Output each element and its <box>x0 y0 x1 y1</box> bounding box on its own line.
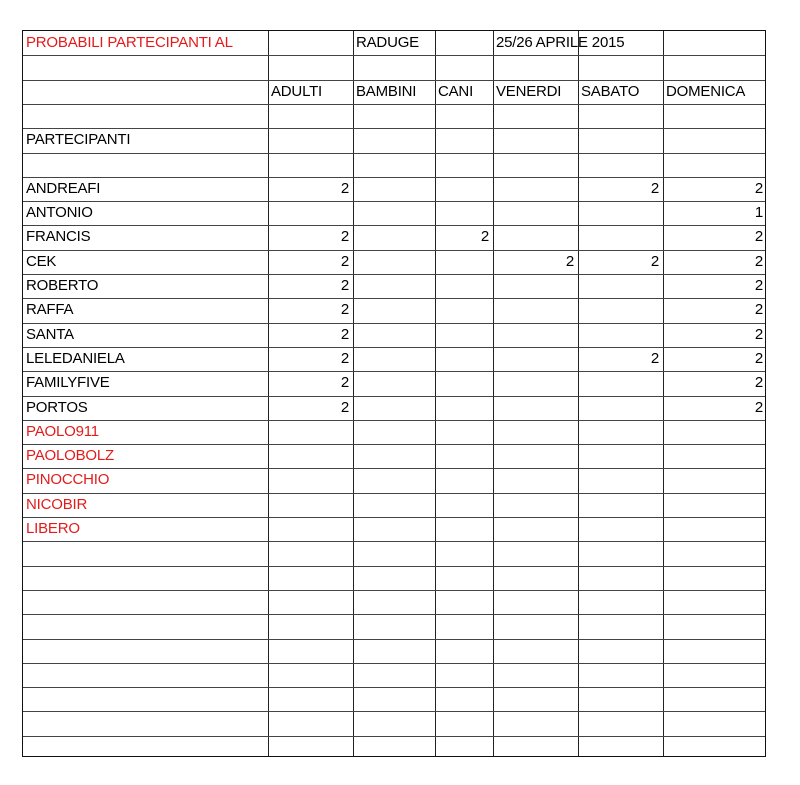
column-divider <box>435 31 436 756</box>
row-divider <box>23 323 765 324</box>
column-header: DOMENICA <box>666 82 746 100</box>
row-divider <box>23 566 765 567</box>
column-header: SABATO <box>581 82 640 100</box>
participant-name: LELEDANIELA <box>26 349 125 367</box>
participant-count: 2 <box>754 179 763 197</box>
pending-participant-name: PAOLOBOLZ <box>26 447 114 465</box>
participant-name: ANDREAFI <box>26 179 101 197</box>
column-header: CANI <box>438 82 474 100</box>
row-divider <box>23 517 765 518</box>
participant-count: 2 <box>340 349 349 367</box>
participant-name: RAFFA <box>26 301 74 319</box>
column-header: VENERDI <box>496 82 562 100</box>
participant-count: 2 <box>340 325 349 343</box>
column-header: ADULTI <box>271 82 323 100</box>
participant-count: 2 <box>650 252 659 270</box>
row-divider <box>23 298 765 299</box>
row-divider <box>23 55 765 56</box>
participant-count: 2 <box>754 252 763 270</box>
participant-count: 2 <box>340 179 349 197</box>
participant-count: 2 <box>340 252 349 270</box>
column-header: BAMBINI <box>356 82 417 100</box>
participant-count: 1 <box>754 204 763 222</box>
pending-participant-name: LIBERO <box>26 520 80 537</box>
participant-count: 2 <box>340 398 349 416</box>
row-divider <box>23 663 765 664</box>
pending-participant-name: PINOCCHIO <box>26 471 110 489</box>
participant-count: 2 <box>650 179 659 197</box>
row-divider <box>23 128 765 129</box>
participant-count: 2 <box>565 252 574 270</box>
pending-participant-name: NICOBIR <box>26 495 88 513</box>
row-divider <box>23 201 765 202</box>
participant-count: 2 <box>340 228 349 246</box>
participant-name: SANTA <box>26 325 74 343</box>
event-dates: 25/26 APRILE 2015 <box>496 34 625 51</box>
row-divider <box>23 639 765 640</box>
participant-count: 2 <box>754 398 763 416</box>
row-divider <box>23 590 765 591</box>
participant-name: ROBERTO <box>26 277 99 294</box>
row-divider <box>23 541 765 542</box>
participant-name: FAMILYFIVE <box>26 374 110 392</box>
participant-count: 2 <box>340 301 349 319</box>
participant-count: 2 <box>340 374 349 392</box>
participant-name: PORTOS <box>26 398 88 416</box>
row-divider <box>23 493 765 494</box>
row-divider <box>23 687 765 688</box>
column-divider <box>578 31 579 756</box>
row-divider <box>23 104 765 105</box>
participant-name: FRANCIS <box>26 228 91 246</box>
participant-count: 2 <box>754 374 763 392</box>
column-divider <box>353 31 354 756</box>
participant-count: 2 <box>754 228 763 246</box>
row-divider <box>23 614 765 615</box>
spreadsheet <box>22 30 766 757</box>
row-divider <box>23 711 765 712</box>
event-location: RADUGE <box>356 34 419 51</box>
column-divider <box>493 31 494 756</box>
row-divider <box>23 444 765 445</box>
section-label: PARTECIPANTI <box>26 131 131 148</box>
participant-count: 2 <box>480 228 489 246</box>
participant-count: 2 <box>754 301 763 319</box>
row-divider <box>23 274 765 275</box>
row-divider <box>23 153 765 154</box>
participant-count: 2 <box>754 349 763 367</box>
pending-participant-name: PAOLO911 <box>26 422 99 440</box>
participant-count: 2 <box>340 277 349 294</box>
participant-name: CEK <box>26 252 57 270</box>
row-divider <box>23 420 765 421</box>
row-divider <box>23 468 765 469</box>
participant-name: ANTONIO <box>26 204 93 222</box>
row-divider <box>23 736 765 737</box>
row-divider <box>23 225 765 226</box>
sheet-title: PROBABILI PARTECIPANTI AL <box>26 34 233 51</box>
participant-count: 2 <box>754 277 763 294</box>
participant-count: 2 <box>650 349 659 367</box>
row-divider <box>23 371 765 372</box>
participant-count: 2 <box>754 325 763 343</box>
row-divider <box>23 396 765 397</box>
